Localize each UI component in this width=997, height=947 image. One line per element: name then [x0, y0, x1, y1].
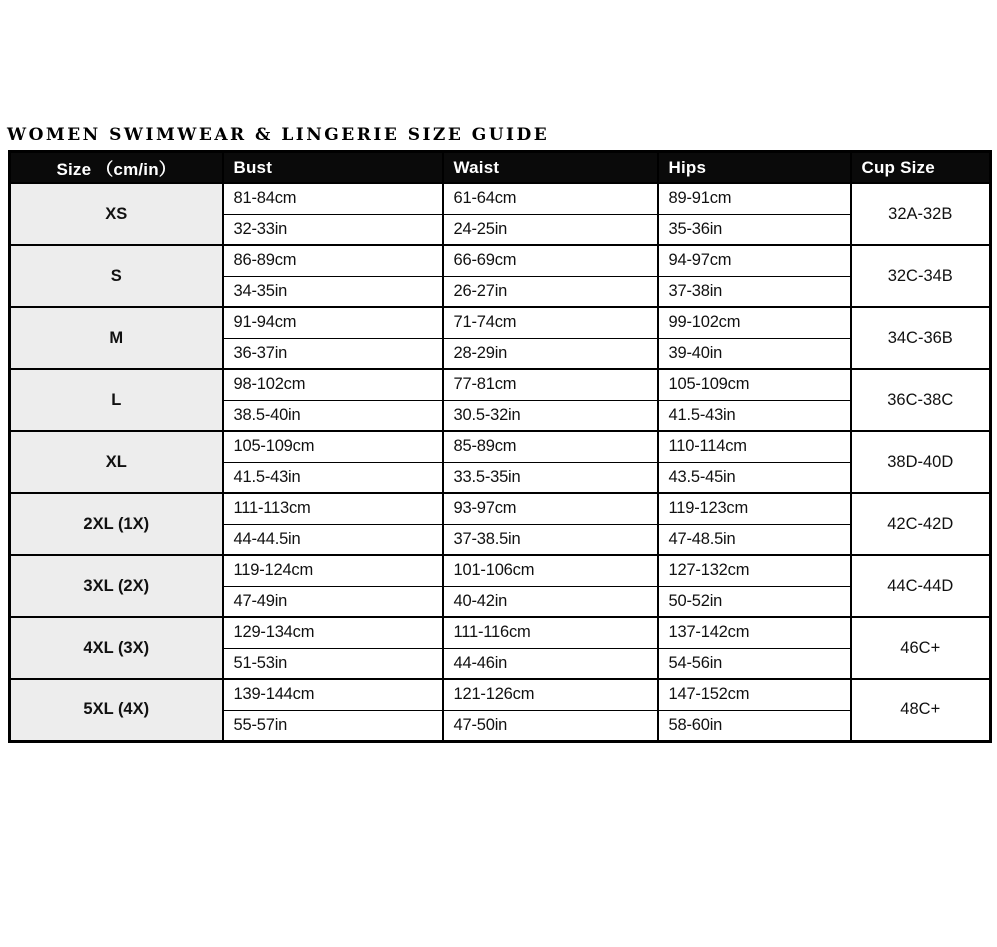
table-row-cm	[10, 431, 991, 462]
table-row-cm	[10, 493, 991, 524]
waist-cm-value: 121-126cm	[443, 679, 658, 710]
bust-in-value: 47-49in	[223, 586, 443, 617]
hips-in-value: 37-38in	[658, 276, 851, 307]
waist-cm-value: 71-74cm	[443, 307, 658, 338]
cup-size-value: 32A-32B	[851, 183, 991, 245]
table-row-cm	[10, 369, 991, 400]
hips-cm-value: 119-123cm	[658, 493, 851, 524]
hips-in-value: 41.5-43in	[658, 400, 851, 431]
column-header-hips: Hips	[658, 152, 851, 184]
size-label: XS	[10, 183, 223, 245]
bust-in-value: 51-53in	[223, 648, 443, 679]
waist-cm-value: 85-89cm	[443, 431, 658, 462]
hips-in-value: 50-52in	[658, 586, 851, 617]
size-label: 3XL (2X)	[10, 555, 223, 617]
waist-cm-value: 93-97cm	[443, 493, 658, 524]
waist-in-value: 24-25in	[443, 214, 658, 245]
size-label: 4XL (3X)	[10, 617, 223, 679]
column-header-cup-size: Cup Size	[851, 152, 991, 184]
size-guide-table	[8, 150, 992, 743]
hips-in-value: 35-36in	[658, 214, 851, 245]
cup-size-value: 34C-36B	[851, 307, 991, 369]
cup-size-value: 46C+	[851, 617, 991, 679]
table-header-row	[10, 152, 991, 184]
bust-cm-value: 119-124cm	[223, 555, 443, 586]
size-label: M	[10, 307, 223, 369]
waist-in-value: 33.5-35in	[443, 462, 658, 493]
waist-cm-value: 61-64cm	[443, 183, 658, 214]
waist-cm-value: 111-116cm	[443, 617, 658, 648]
table-row-cm	[10, 679, 991, 710]
cup-size-value: 38D-40D	[851, 431, 991, 493]
table-row-cm	[10, 245, 991, 276]
bust-in-value: 44-44.5in	[223, 524, 443, 555]
size-label: L	[10, 369, 223, 431]
bust-cm-value: 105-109cm	[223, 431, 443, 462]
waist-in-value: 37-38.5in	[443, 524, 658, 555]
hips-in-value: 58-60in	[658, 710, 851, 741]
size-label: 5XL (4X)	[10, 679, 223, 741]
bust-in-value: 38.5-40in	[223, 400, 443, 431]
hips-cm-value: 89-91cm	[658, 183, 851, 214]
hips-in-value: 43.5-45in	[658, 462, 851, 493]
bust-in-value: 34-35in	[223, 276, 443, 307]
bust-cm-value: 139-144cm	[223, 679, 443, 710]
column-header-waist: Waist	[443, 152, 658, 184]
hips-cm-value: 110-114cm	[658, 431, 851, 462]
table-row-cm	[10, 307, 991, 338]
bust-cm-value: 91-94cm	[223, 307, 443, 338]
size-label: 2XL (1X)	[10, 493, 223, 555]
bust-cm-value: 129-134cm	[223, 617, 443, 648]
cup-size-value: 44C-44D	[851, 555, 991, 617]
hips-in-value: 54-56in	[658, 648, 851, 679]
waist-in-value: 28-29in	[443, 338, 658, 369]
hips-cm-value: 99-102cm	[658, 307, 851, 338]
cup-size-value: 36C-38C	[851, 369, 991, 431]
cup-size-value: 48C+	[851, 679, 991, 741]
hips-in-value: 47-48.5in	[658, 524, 851, 555]
waist-in-value: 30.5-32in	[443, 400, 658, 431]
bust-in-value: 55-57in	[223, 710, 443, 741]
hips-cm-value: 147-152cm	[658, 679, 851, 710]
hips-in-value: 39-40in	[658, 338, 851, 369]
cup-size-value: 32C-34B	[851, 245, 991, 307]
table-row-cm	[10, 183, 991, 214]
hips-cm-value: 137-142cm	[658, 617, 851, 648]
cup-size-value: 42C-42D	[851, 493, 991, 555]
waist-cm-value: 101-106cm	[443, 555, 658, 586]
table-row-cm	[10, 555, 991, 586]
bust-in-value: 36-37in	[223, 338, 443, 369]
column-header-bust: Bust	[223, 152, 443, 184]
bust-in-value: 41.5-43in	[223, 462, 443, 493]
column-header-size: Size （cm/in）	[10, 152, 223, 184]
waist-in-value: 40-42in	[443, 586, 658, 617]
bust-cm-value: 98-102cm	[223, 369, 443, 400]
waist-cm-value: 66-69cm	[443, 245, 658, 276]
bust-in-value: 32-33in	[223, 214, 443, 245]
hips-cm-value: 105-109cm	[658, 369, 851, 400]
size-label: S	[10, 245, 223, 307]
bust-cm-value: 111-113cm	[223, 493, 443, 524]
waist-cm-value: 77-81cm	[443, 369, 658, 400]
hips-cm-value: 94-97cm	[658, 245, 851, 276]
waist-in-value: 44-46in	[443, 648, 658, 679]
waist-in-value: 26-27in	[443, 276, 658, 307]
bust-cm-value: 81-84cm	[223, 183, 443, 214]
bust-cm-value: 86-89cm	[223, 245, 443, 276]
page-title: WOMEN SWIMWEAR & LINGERIE SIZE GUIDE	[7, 125, 550, 145]
waist-in-value: 47-50in	[443, 710, 658, 741]
hips-cm-value: 127-132cm	[658, 555, 851, 586]
table-row-cm	[10, 617, 991, 648]
size-label: XL	[10, 431, 223, 493]
